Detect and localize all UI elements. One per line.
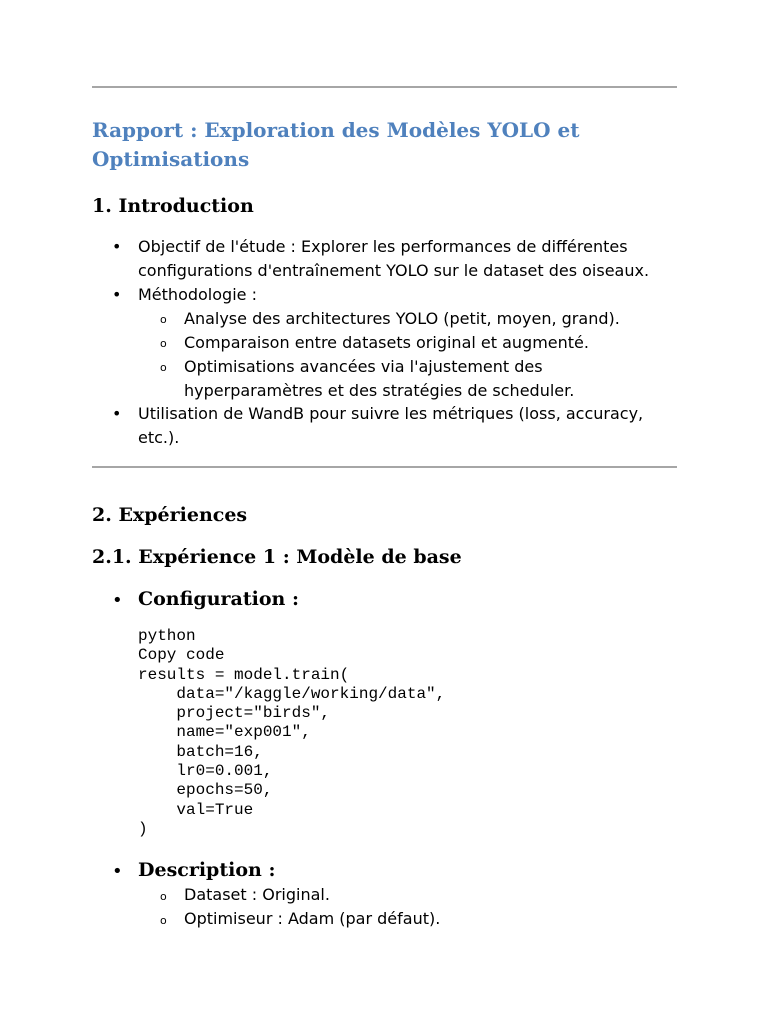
sub-bullet-glyph: o (160, 337, 167, 350)
description-item-optimiser: Optimiseur : Adam (par défaut). (184, 909, 441, 928)
description-label: Description : (138, 859, 276, 881)
horizontal-rule-middle (92, 466, 677, 468)
bullet-glyph: • (112, 237, 122, 256)
sub-list-item-architectures: Analyse des architectures YOLO (petit, moyen, grand). (184, 309, 620, 328)
section-heading-introduction: 1. Introduction (92, 195, 254, 217)
subsection-heading-experience-1: 2.1. Expérience 1 : Modèle de base (92, 546, 462, 568)
sub-bullet-glyph: o (160, 313, 167, 326)
sub-list-item-optimisations: Optimisations avancées via l'ajustement des hyperparamètres et des stratégies de scheduler. (184, 357, 575, 400)
bullet-glyph: • (112, 861, 123, 882)
configuration-label: Configuration : (138, 588, 299, 610)
sub-bullet-glyph: o (160, 890, 167, 903)
horizontal-rule-top (92, 86, 677, 88)
list-item-wandb: Utilisation de WandB pour suivre les métriques (loss, accuracy, etc.). (138, 404, 644, 447)
list-item-objective: Objectif de l'étude : Explorer les performances de différentes configurations d'entraînement YOLO sur le dataset des oiseaux. (138, 237, 650, 280)
bullet-glyph: • (112, 590, 123, 611)
report-title: Rapport : Exploration des Modèles YOLO et Optimisations (92, 118, 580, 171)
code-block: python Copy code results = model.train( data="/kaggle/working/data", project="birds", name="exp001", batch=16, lr0=0.001, epochs=50, val=True ) (138, 627, 446, 838)
sub-list-item-datasets: Comparaison entre datasets original et augmenté. (184, 333, 589, 352)
description-item-dataset: Dataset : Original. (184, 885, 330, 904)
sub-bullet-glyph: o (160, 361, 167, 374)
bullet-glyph: • (112, 285, 122, 304)
sub-bullet-glyph: o (160, 914, 167, 927)
section-heading-experiences: 2. Expériences (92, 504, 248, 526)
list-item-methodology: Méthodologie : (138, 285, 257, 304)
bullet-glyph: • (112, 404, 122, 423)
